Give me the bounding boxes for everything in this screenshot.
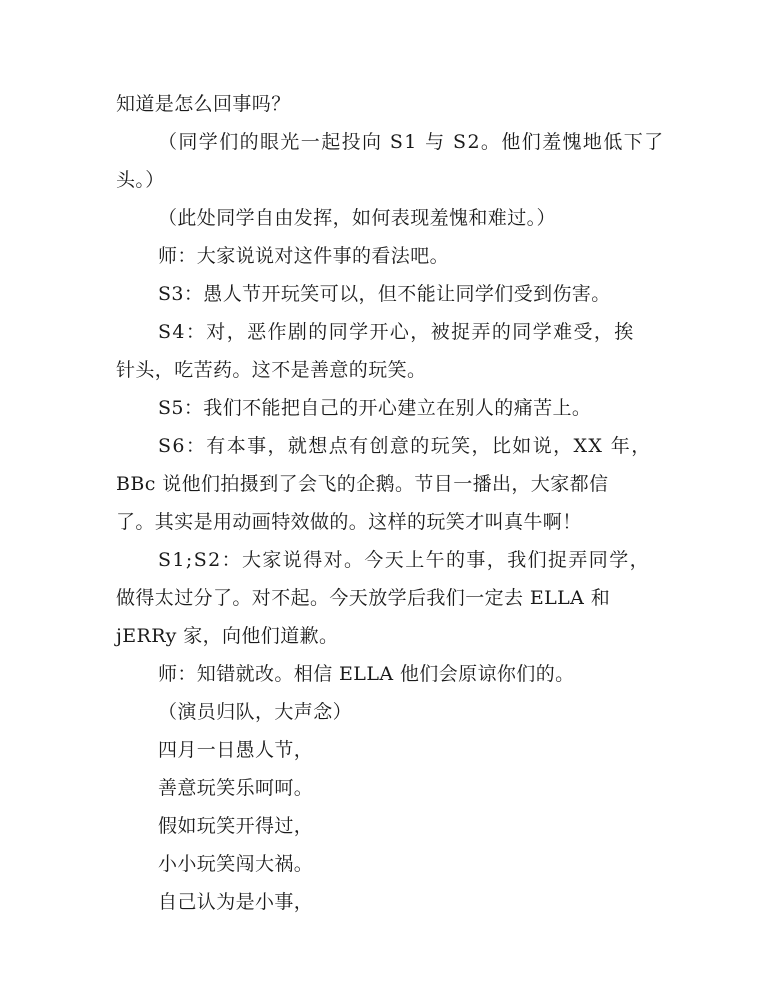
text-line-7: S4：对，恶作剧的同学开心，被捉弄的同学难受，挨 [158,321,635,343]
text-line-5: 师：大家说说对这件事的看法吧。 [158,245,450,267]
text-line-6: S3：愚人节开玩笑可以，但不能让同学们受到伤害。 [158,283,611,305]
text-line-13: S1;S2：大家说得对。今天上午的事，我们捉弄同学， [158,549,651,571]
text-line-4: （此处同学自由发挥，如何表现羞愧和难过。） [158,207,556,229]
text-line-9: S5：我们不能把自己的开心建立在别人的痛苦上。 [158,397,592,419]
text-line-3: 头。） [116,169,165,191]
text-line-17: （演员归队，大声念） [158,701,353,723]
text-line-18: 四月一日愚人节， [158,739,314,761]
text-line-1: 知道是怎么回事吗？ [116,93,291,115]
text-line-2: （同学们的眼光一起投向 S1 与 S2。他们羞愧地低下了 [158,131,665,153]
text-line-22: 自己认为是小事， [158,891,314,913]
text-line-11: BBc 说他们拍摄到了会飞的企鹅。节目一播出，大家都信 [116,473,609,495]
text-line-14: 做得太过分了。对不起。今天放学后我们一定去 ELLA 和 [116,587,611,609]
text-line-15: jERRy 家，向他们道歉。 [116,625,339,647]
text-line-21: 小小玩笑闯大祸。 [158,853,314,875]
text-line-20: 假如玩笑开得过， [158,815,314,837]
text-line-12: 了。其实是用动画特效做的。这样的玩笑才叫真牛啊！ [116,511,582,533]
text-line-8: 针头，吃苦药。这不是善意的玩笑。 [116,359,427,381]
text-line-19: 善意玩笑乐呵呵。 [158,777,314,799]
text-line-16: 师：知错就改。相信 ELLA 他们会原谅你们的。 [158,663,575,685]
text-line-10: S6：有本事，就想点有创意的玩笑，比如说，XX 年， [158,435,652,457]
